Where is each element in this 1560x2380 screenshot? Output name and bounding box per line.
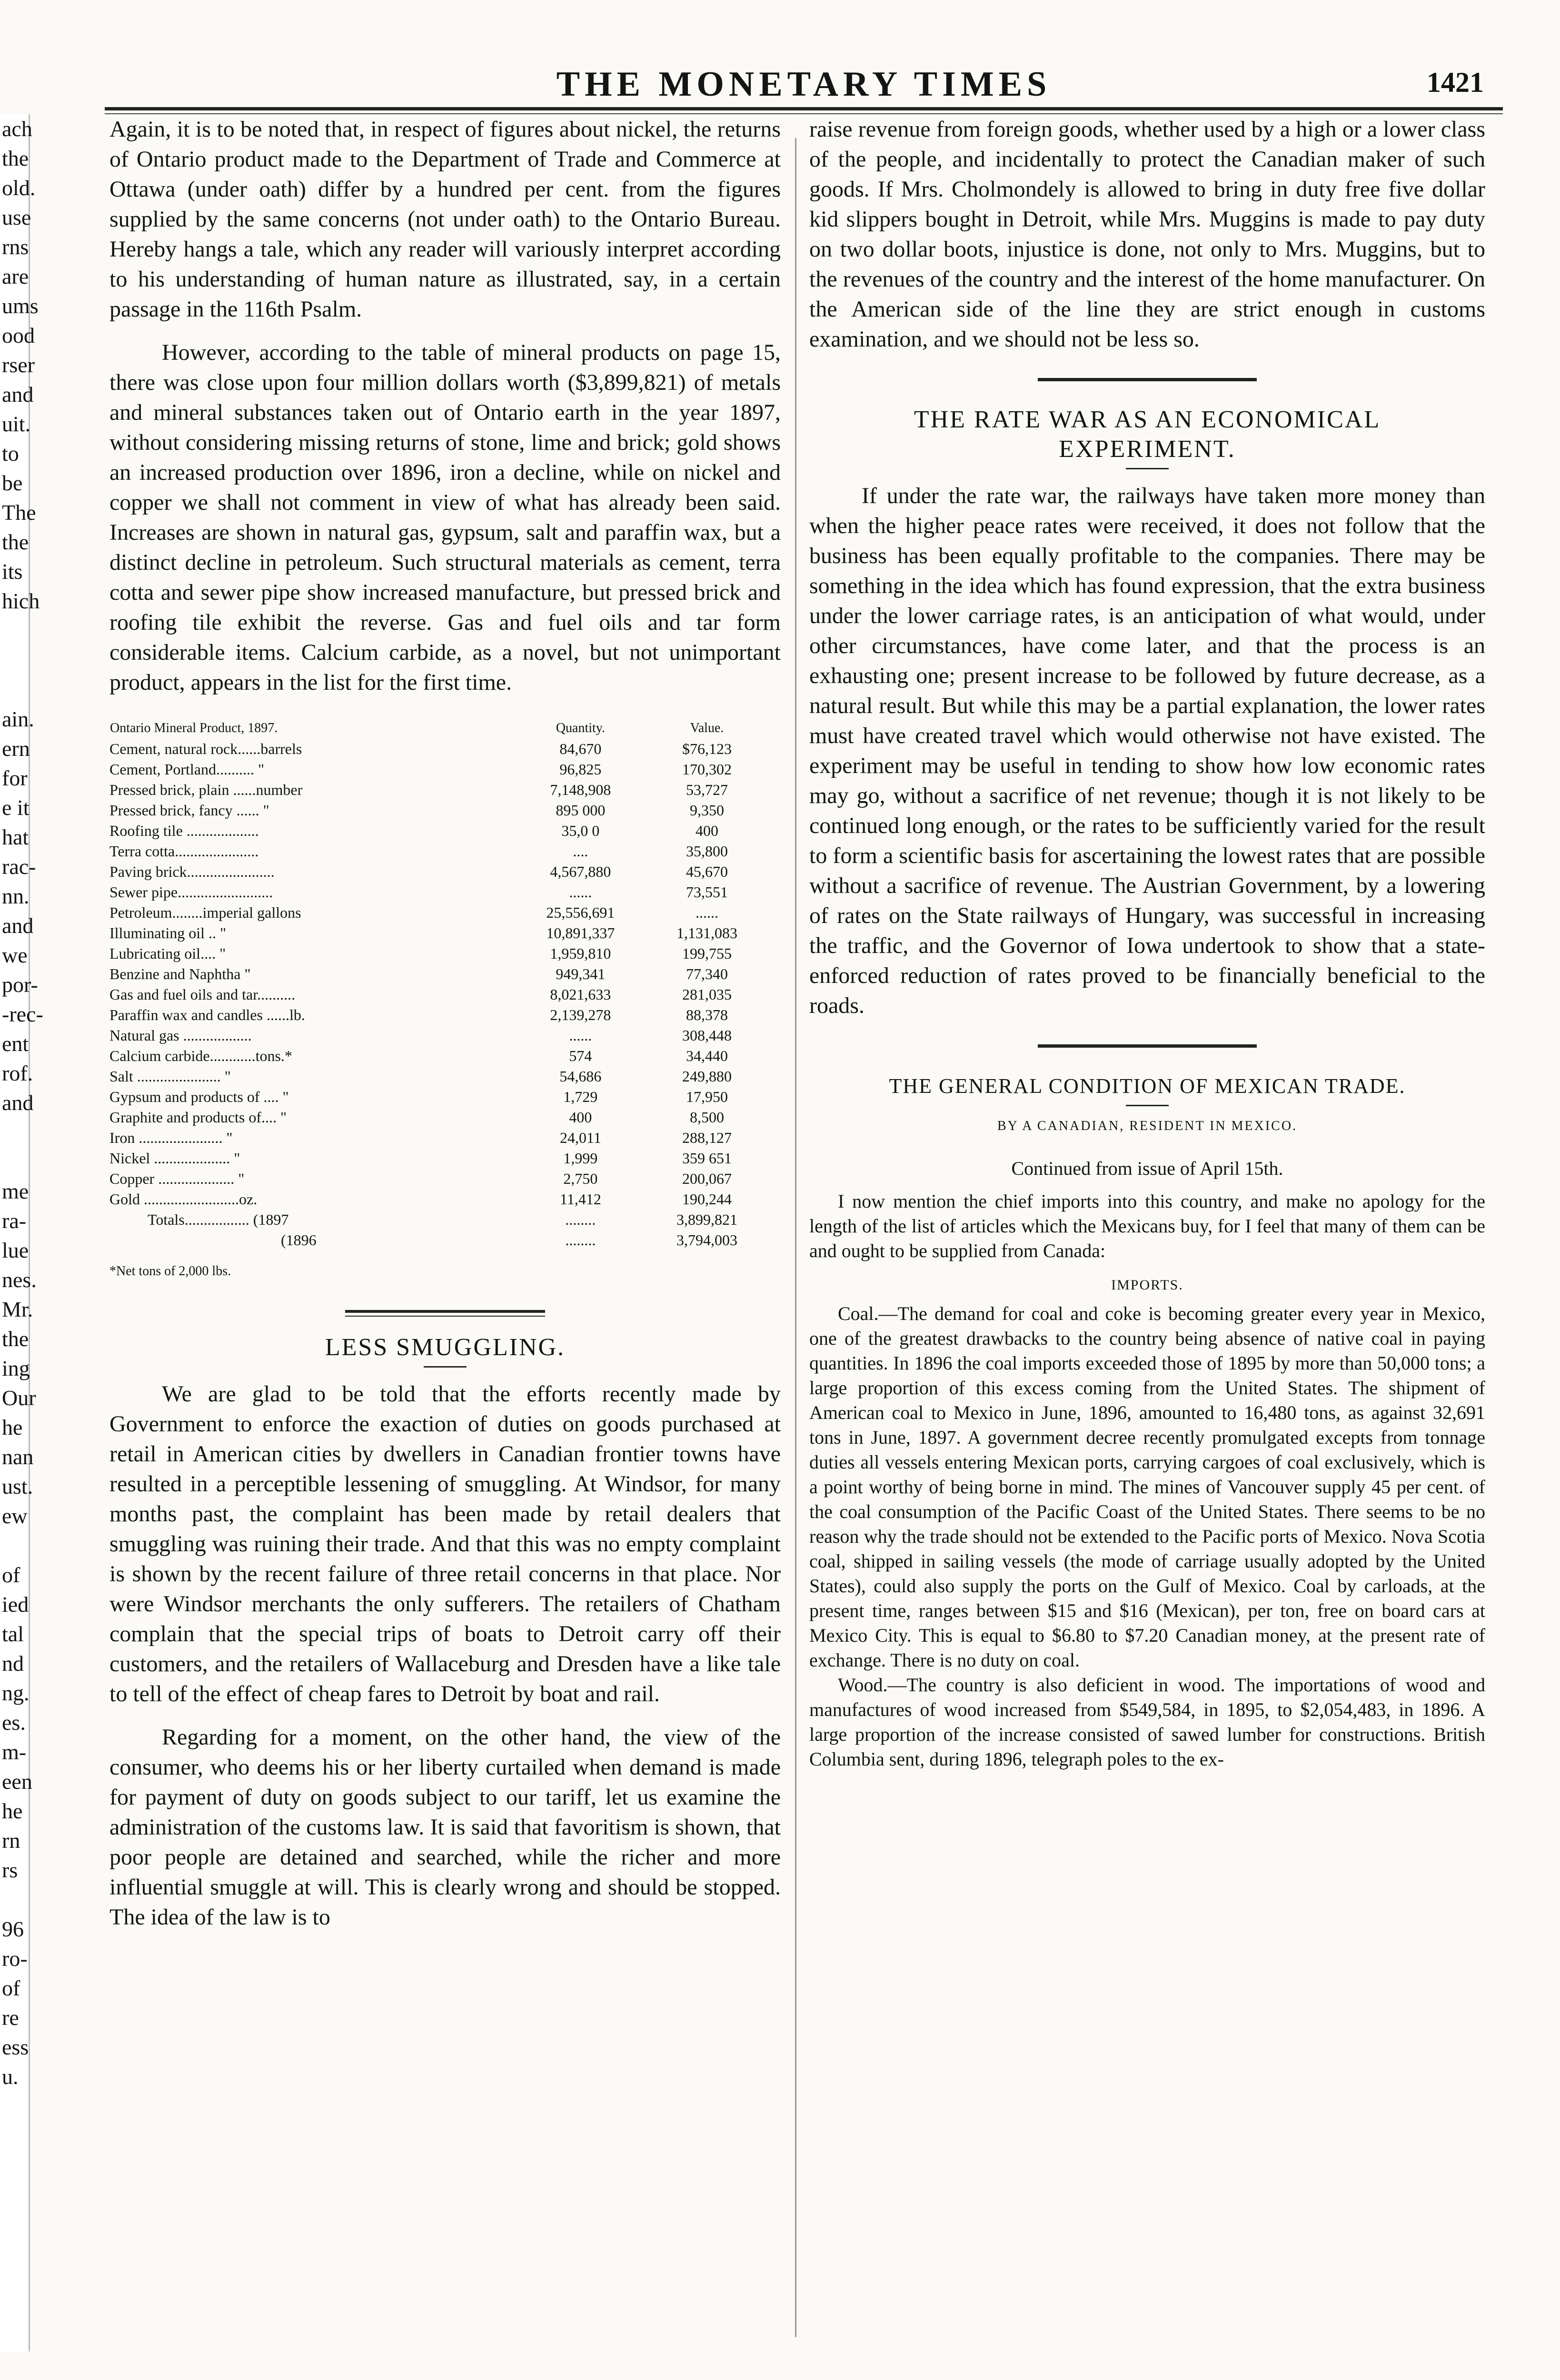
table-cell-value: 34,440 (686, 1047, 728, 1064)
margin-fragment (0, 645, 30, 675)
table-cell-quantity: 11,412 (560, 1190, 601, 1208)
heading-rate-war (809, 405, 1485, 464)
table-cell-item: Pressed brick, plain ......number (109, 781, 303, 798)
table-cell-value: 1,131,083 (676, 924, 737, 942)
table-cell-item: Roofing tile ................... (109, 822, 259, 839)
margin-fragment: m- (2, 1740, 27, 1764)
table-cell-quantity: 1,959,810 (550, 945, 611, 962)
table-cell-quantity: 400 (569, 1109, 592, 1126)
table-row (109, 821, 766, 841)
totals-dots: ........ (565, 1231, 596, 1249)
margin-fragment (0, 1147, 30, 1177)
mexican-trade-body (809, 1189, 1485, 1772)
section-rule (1038, 378, 1257, 381)
margin-fragment: we (2, 943, 28, 967)
paragraph-rate-war: If under the rate war, the railways have taken more money than when the higher peace rates were received, it does not follow that the business has been equally profitable to the companies. There may be something in the idea which has found expression, that the extra business under the lower carriage rates, is an anticipation of what would, under other circumstances, have come later, and that the process is an exhausting one; present increase to be followed by future decrease, as a natural result. But while this may be a partial explanation, the lower rates must have created travel which would otherwise not have existed. The experiment may be useful in tending to show how low economic rates may go, without a sacrifice of net revenue; though it is not likely to be continued long enough, or the rates to be sufficiently varied for the result to form a scientific basis for ascertaining the lowest rates that are possible without a sacrifice of revenue. The Austrian Government, by a lowering of rates on the State railways of Hungary, was successful in increasing the traffic, and the Governor of Iowa undertook to show that a state-enforced reduction of rates proved to be financially beneficial to the roads. (809, 483, 1485, 1018)
table-row (109, 841, 766, 862)
table-row (109, 1169, 766, 1189)
table-row (109, 1025, 766, 1046)
margin-fragment (0, 675, 30, 704)
margin-fragment: and (2, 1091, 34, 1115)
table-cell-quantity: 25,556,691 (546, 904, 615, 921)
paragraph-mineral-products: However, according to the table of mineral products on page 15, there was close upon four million dollars worth ($3,899,821) of metals and mineral substances taken out of Ontario earth in the year 1897, without considering missing returns of stone, lime and brick; gold shows an increased production over 1896, iron a decline, while on nickel and copper we shall not comment in view of what has already been said. Increases are shown in natural gas, gypsum, salt and paraffin wax, but a distinct decline in petroleum. Such structural materials as cement, terra cotta and sewer pipe show increased manufacture, but pressed brick and roofing tile exhibit the reverse. Gas and fuel oils and tar form considerable items. Calcium carbide, as a novel, but not unimportant product, appears in the list for the first time. (109, 340, 781, 695)
publication-title: THE MONETARY TIMES (556, 65, 1052, 104)
paragraph-wood: Wood.—The country is also deficient in wood. The importations of wood and manufactures of wood increased from $549,584, in 1895, to $2,054,483, in 1896. A large proportion of the increase consisted of sawed lumber for constructions. British Columbia sent, during 1896, telegraph poles to the ex- (809, 1674, 1485, 1770)
table-row (109, 902, 766, 923)
table-cell-value: 17,950 (686, 1088, 728, 1105)
table-cell-quantity: 84,670 (559, 740, 602, 757)
table-body (109, 739, 766, 1210)
table-cell-value: ...... (696, 904, 718, 921)
table-row (109, 1148, 766, 1169)
margin-fragment: ing (2, 1356, 30, 1380)
table-cell-item: Nickel .................... " (109, 1150, 240, 1167)
table-cell-item: Copper .................... " (109, 1170, 245, 1187)
margin-fragment: es. (2, 1710, 26, 1735)
page-number: 1421 (1427, 67, 1484, 98)
margin-fragment: me (2, 1179, 29, 1203)
table-row (109, 862, 766, 882)
margin-fragment: ew (2, 1504, 28, 1528)
margin-fragment: ust. (2, 1474, 33, 1498)
heading-underline (424, 1366, 467, 1368)
table-cell-item: Benzine and Naphtha " (109, 965, 251, 982)
table-cell-value: 73,551 (686, 883, 728, 901)
totals-row-1896 (109, 1230, 514, 1250)
column-divider (795, 138, 796, 2337)
table-row (109, 964, 766, 984)
margin-fragment: rn (2, 1828, 20, 1853)
margin-fragment: old. (2, 176, 36, 200)
table-cell-item: Cement, natural rock......barrels (109, 740, 302, 757)
margin-fragment: he (2, 1799, 23, 1823)
margin-fragment: tal (2, 1622, 24, 1646)
margin-fragment: lue (2, 1238, 29, 1262)
totals-row-1897 (109, 1210, 514, 1230)
margin-fragment: the (2, 1327, 29, 1351)
table-cell-quantity: 24,011 (560, 1129, 601, 1146)
table-cell-value: 281,035 (682, 986, 732, 1003)
margin-fragment: por- (2, 972, 38, 997)
margin-fragment: Our (2, 1386, 36, 1410)
table-cell-item: Terra cotta...................... (109, 843, 259, 860)
margin-fragment: Mr. (2, 1297, 33, 1321)
totals-value: 3,899,821 (676, 1211, 737, 1228)
table-cell-value: 288,127 (682, 1129, 732, 1146)
paragraph-consumer-view: Regarding for a moment, on the other hand, the view of the consumer, who deems his or her liberty curtailed when demand is made for payment of duty on goods subject to our tariff, let us examine the administration of the customs law. It is said that favoritism is shown, that poor people are detained and searched, while the richer and more influential smuggle at will. This is clearly wrong and should be stopped. The idea of the law is to (109, 1725, 781, 1930)
heading-less-smuggling: LESS SMUGGLING. (325, 1334, 566, 1361)
table-cell-item: Iron ...................... " (109, 1129, 233, 1146)
margin-fragment: ied (2, 1592, 29, 1616)
heading-underline (1126, 468, 1169, 469)
table-totals (109, 1210, 766, 1250)
margin-fragment: its (2, 559, 23, 584)
mineral-product-table (109, 717, 766, 1250)
margin-fragment: -rec- (2, 1002, 43, 1026)
margin-fragment: rns (2, 235, 29, 259)
table-row (109, 800, 766, 821)
heading-mexican-trade: THE GENERAL CONDITION OF MEXICAN TRADE. (889, 1074, 1406, 1098)
table-row (109, 984, 766, 1005)
paragraph-coal: Coal.—The demand for coal and coke is becoming greater every year in Mexico, one of the greatest drawbacks to the country being absence of native coal in paying quantities. In 1896 the coal imports exceeded those of 1895 by more than 50,000 tons; a large proportion of this excess coming from the United States. The shipment of American coal to Mexico in June, 1896, amounted to 16,480 tons, as against 32,691 tons in June, 1897. A government decree recently promulgated excepts from tonnage duties all vessels entering Mexican ports, carrying cargoes of coal exclusively, which is a point worthy of being borne in mind. The mines of Vancouver supply 45 per cent. of the coal consumption of the Pacific Coast of the United States. There seems to be no reason why the trade should not be extended to the Pacific ports of Mexico. Nova Scotia coal, shipped in sailing vessels (the mode of carriage usually adopted by the United States), could also supply the ports on the Gulf of Mexico. Coal by carloads, at the present time, ranges between $15 and $16 (Mexican), per ton, free on board cars at Mexico City. This is equal to $6.80 to $7.20 Canadian money, at the present rate of exchange. There is no duty on coal. (809, 1303, 1485, 1671)
table-cell-quantity: 10,891,337 (546, 924, 615, 942)
table-cell-value: 359 651 (682, 1150, 732, 1167)
table-cell-quantity: 7,148,908 (550, 781, 611, 798)
table-cell-quantity: 895 000 (556, 802, 606, 819)
totals-year: (1896 (281, 1231, 317, 1249)
table-cell-item: Illuminating oil .. " (109, 924, 227, 942)
margin-fragment: rs (2, 1858, 18, 1882)
margin-fragment: ums (2, 294, 39, 318)
margin-fragment: ng. (2, 1681, 30, 1705)
table-row (109, 1189, 766, 1210)
table-cell-item: Pressed brick, fancy ...... " (109, 802, 269, 819)
continued-note: Continued from issue of April 15th. (1011, 1158, 1283, 1179)
totals-label: Totals................. (148, 1211, 249, 1228)
table-row (109, 1128, 766, 1148)
margin-fragment: ro- (2, 1946, 28, 1971)
table-cell-value: 249,880 (682, 1068, 732, 1085)
margin-fragment: ent (2, 1031, 29, 1056)
table-row (109, 882, 766, 902)
table-cell-quantity: 2,139,278 (550, 1006, 611, 1023)
table-cell-quantity: 8,021,633 (550, 986, 611, 1003)
adjacent-page-margin (0, 114, 43, 2351)
paragraph-smuggling: We are glad to be told that the efforts recently made by Government to enforce the exaction of duties on goods purchased at retail in American cities by dwellers in Canadian frontier towns have resulted in a perceptible lessening of smuggling. At Windsor, for many months past, the complaint has been made by retail dealers that smuggling was ruining their trade. And that this was no empty complaint is shown by the recent failure of three retail concerns in that place. Nor were Windsor merchants the only sufferers. The retailers of Chatham complain that the special trips of boats to Detroit carry off their customers, and the retailers of Wallaceburg and Dresden have a like tale to tell of the effect of cheap fares to Detroit by boat and rail. (109, 1381, 781, 1706)
margin-fragment: and (2, 382, 34, 407)
table-cell-quantity: .... (573, 843, 588, 860)
table-cell-item: Gypsum and products of .... " (109, 1088, 289, 1105)
table-cell-value: $76,123 (682, 740, 732, 757)
paragraph-nickel: Again, it is to be noted that, in respect of figures about nickel, the returns of Ontario product made to the Department of Trade and Commerce at Ottawa (under oath) differ by a hundred per cent. from the figures supplied by the same concerns (not under oath) to the Ontario Bureau. Hereby hangs a tale, which any reader will variously interpret according to his understanding of human nature as illustrated, say, in a certain passage in the 116th Psalm. (109, 117, 781, 322)
margin-fragment: e it (2, 795, 30, 820)
table-row (109, 1107, 766, 1128)
margin-fragment (0, 1118, 30, 1147)
margin-fragment (0, 1885, 30, 1914)
margin-fragment: ess (2, 2035, 29, 2059)
table-cell-value: 200,067 (682, 1170, 732, 1187)
margin-fragment: nan (2, 1445, 34, 1469)
heading-line: EXPERIMENT. (1059, 436, 1236, 463)
margin-fragment: nn. (2, 884, 30, 908)
table-cell-value: 170,302 (682, 761, 732, 778)
table-cell-value: 35,800 (686, 843, 728, 860)
table-row (109, 1087, 766, 1107)
table-cell-quantity: 54,686 (559, 1068, 602, 1085)
column-header-value: Value. (690, 721, 724, 735)
table-row (109, 739, 766, 759)
byline: BY A CANADIAN, RESIDENT IN MEXICO. (997, 1119, 1298, 1133)
table-cell-value: 400 (696, 822, 718, 839)
table-row (109, 1005, 766, 1025)
table-cell-item: Gas and fuel oils and tar.......... (109, 986, 296, 1003)
table-row (109, 1066, 766, 1087)
margin-fragment: rser (2, 353, 35, 377)
table-cell-item: Paving brick....................... (109, 863, 275, 880)
margin-fragment: ood (2, 323, 35, 347)
table-cell-item: Calcium carbide............tons.* (109, 1047, 292, 1064)
table-row (109, 759, 766, 780)
margin-fragment: ern (2, 736, 30, 761)
table-row (109, 1046, 766, 1066)
table-cell-quantity: 1,999 (563, 1150, 598, 1167)
table-cell-item: Salt ...................... " (109, 1068, 231, 1085)
margin-fragment: are (2, 264, 29, 288)
table-caption: Ontario Mineral Product, 1897. (110, 721, 278, 735)
margin-fragment: 96 (2, 1917, 24, 1941)
margin-fragment: be (2, 471, 23, 495)
table-cell-quantity: 2,750 (563, 1170, 598, 1187)
column-header-quantity: Quantity. (556, 721, 605, 735)
table-cell-quantity: 1,729 (563, 1088, 598, 1105)
table-cell-quantity: 35,0 0 (561, 822, 600, 839)
margin-fragment: for (2, 766, 28, 790)
totals-value: 3,794,003 (676, 1231, 737, 1249)
margin-fragment: rof. (2, 1061, 33, 1085)
margin-fragment: to (2, 441, 19, 466)
table-cell-value: 53,727 (686, 781, 728, 798)
paragraph-continuation: raise revenue from foreign goods, whether used by a high or a lower class of the people, and incidentally to protect the Canadian maker of such goods. If Mrs. Cholmondely is allowed to bring in duty free five dollar kid slippers bought in Detroit, while Mrs. Muggins is made to pay duty on two dollar boots, injustice is done, not only to Mrs. Muggins, but to the revenues of the country and the interest of the home manufacturer. On the American side of the line they are strict enough in customs examination, and we should not be less so. (809, 117, 1485, 352)
table-row (109, 923, 766, 943)
heading-line: THE RATE WAR AS AN ECONOMICAL (914, 406, 1381, 433)
table-cell-quantity: 4,567,880 (550, 863, 611, 880)
table-cell-value: 45,670 (686, 863, 728, 880)
paragraph-intro: I now mention the chief imports into this country, and make no apology for the length of the list of articles which the Mexicans buy, for I feel that many of them can be and ought to be supplied from Canada: (809, 1190, 1485, 1261)
table-row (109, 943, 766, 964)
table-cell-value: 8,500 (690, 1109, 724, 1126)
margin-fragment: re (2, 2005, 19, 2030)
table-row (109, 780, 766, 800)
margin-fragment: een (2, 1769, 32, 1794)
table-cell-item: Paraffin wax and candles ......lb. (109, 1006, 305, 1023)
table-cell-value: 308,448 (682, 1027, 732, 1044)
margin-fragment: nd (2, 1651, 24, 1676)
table-footnote: *Net tons of 2,000 lbs. (109, 1264, 231, 1279)
margin-fragment: rac- (2, 854, 36, 879)
table-cell-value: 199,755 (682, 945, 732, 962)
table-cell-value: 190,244 (682, 1190, 732, 1208)
table-cell-quantity: 574 (569, 1047, 592, 1064)
table-cell-item: Cement, Portland.......... " (109, 761, 265, 778)
table-cell-value: 9,350 (690, 802, 724, 819)
totals-year: (1897 (253, 1211, 289, 1228)
table-cell-quantity: 949,341 (556, 965, 606, 982)
masthead-rule (105, 107, 1503, 110)
margin-fragment: ra- (2, 1209, 27, 1233)
table-cell-item: Gold .........................oz. (109, 1190, 258, 1208)
heading-underline (1126, 1105, 1169, 1106)
margin-fragment: use (2, 205, 31, 229)
margin-fragment: and (2, 913, 34, 938)
margin-fragment: of (2, 1563, 20, 1587)
margin-fragment: hich (2, 589, 40, 613)
table-cell-value: 77,340 (686, 965, 728, 982)
table-cell-item: Graphite and products of.... " (109, 1109, 287, 1126)
table-cell-quantity: 96,825 (559, 761, 602, 778)
margin-fragment: nes. (2, 1268, 37, 1292)
table-cell-quantity: ...... (569, 883, 592, 901)
table-cell-item: Lubricating oil.... " (109, 945, 226, 962)
margin-fragment (0, 1531, 30, 1560)
table-cell-item: Natural gas .................. (109, 1027, 252, 1044)
margin-fragment: u. (2, 2064, 19, 2089)
margin-fragment: uit. (2, 412, 31, 436)
section-rule (345, 1310, 545, 1317)
margin-fragment: of (2, 1976, 20, 2000)
margin-fragment: the (2, 146, 29, 170)
margin-fragment (0, 616, 30, 645)
margin-fragment: the (2, 530, 29, 554)
masthead (105, 45, 1503, 104)
table-cell-value: 88,378 (686, 1006, 728, 1023)
margin-fragment: ach (2, 117, 32, 141)
totals-dots: ........ (565, 1211, 596, 1228)
margin-fragment: he (2, 1415, 23, 1439)
margin-fragment: hat (2, 825, 29, 849)
mineral-table-block (109, 717, 781, 1281)
left-column (109, 114, 781, 1932)
table-cell-item: Petroleum........imperial gallons (109, 904, 301, 921)
table-cell-quantity: ...... (569, 1027, 592, 1044)
section-rule (1038, 1044, 1257, 1048)
right-column (809, 114, 1485, 1772)
table-cell-item: Sewer pipe......................... (109, 883, 273, 901)
margin-fragment: The (2, 500, 36, 525)
subhead-imports: IMPORTS. (1111, 1277, 1183, 1293)
margin-fragment: ain. (2, 707, 34, 731)
